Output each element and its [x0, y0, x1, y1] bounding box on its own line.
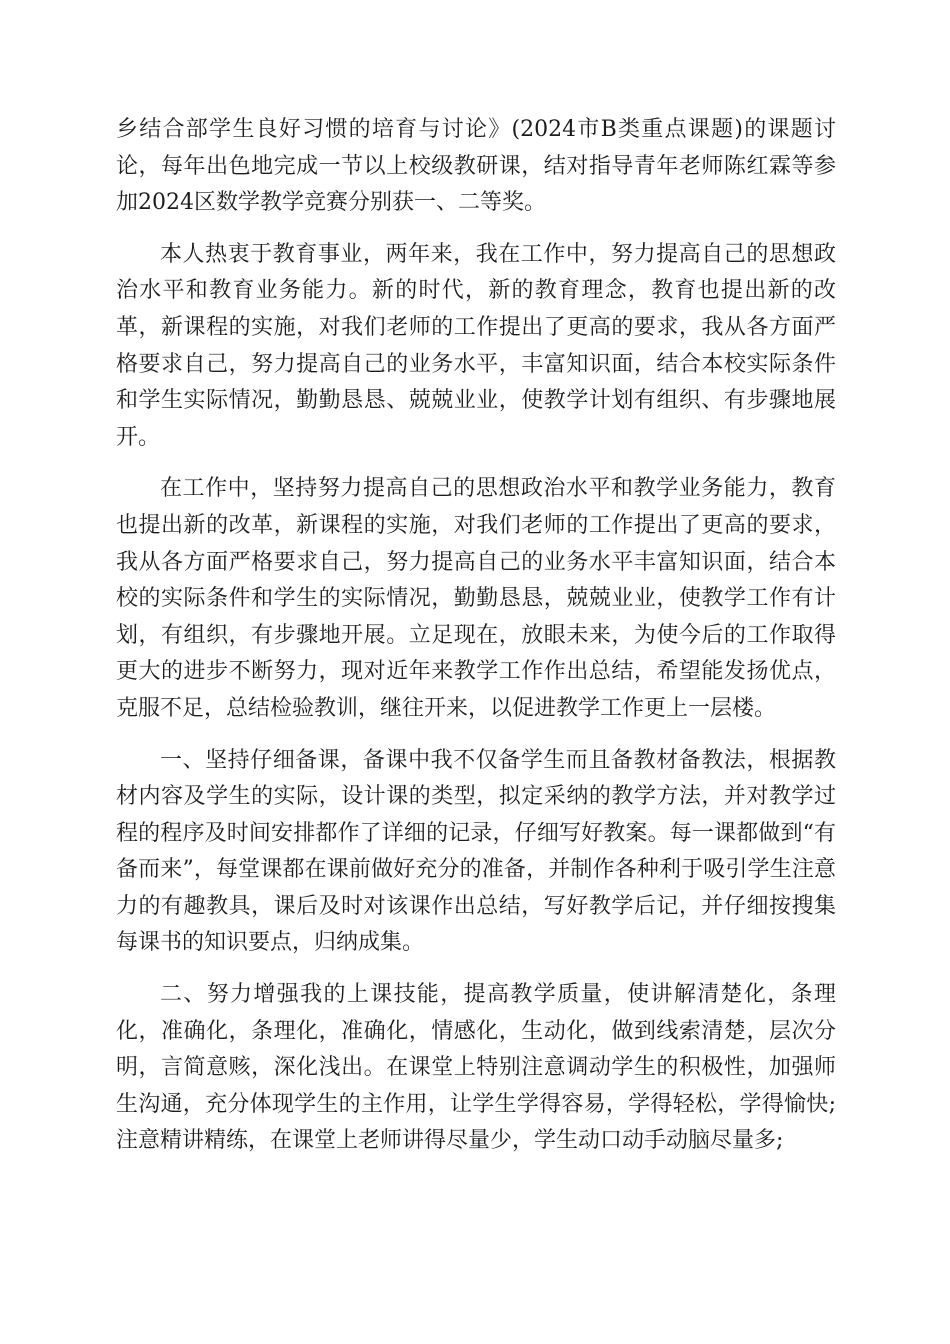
paragraph-work: 在工作中，坚持努力提高自己的思想政治水平和教学业务能力，教育也提出新的改革，新课程的实施，对我们老师的工作提出了更高的要求，我从各方面严格要求自己，努力提高自己的业务水平丰富知识面，结合本校的实际条件和学生的实际情况，勤勤恳恳，兢兢业业，使教学工作有计划，有组织，有步骤地开展。立足现在，放眼未来，为使今后的工作取得更大的进步不断努力，现对近年来教学工作作出总结，希望能发扬优点，克服不足，总结检验教训，继往开来，以促进教学工作更上一层楼。 [116, 476, 836, 721]
paragraph-continuation: 乡结合部学生良好习惯的培育与讨论》(2024市B类重点课题)的课题讨论，每年出色地完成一节以上校级教研课，结对指导青年老师陈红霖等参加2024区数学教学竞赛分别获一、二等奖。 [116, 117, 836, 216]
paragraph-intro: 本人热衷于教育事业，两年来，我在工作中，努力提高自己的思想政治水平和教育业务能力。新的时代，新的教育理念，教育也提出新的改革，新课程的实施，对我们老师的工作提出了更高的要求，我从各方面严格要求自己，努力提高自己的业务水平，丰富知识面，结合本校实际条件和学生实际情况，勤勤恳恳、兢兢业业，使教学计划有组织、有步骤地展开。 [116, 241, 836, 450]
paragraph-lesson-prep: 一、坚持仔细备课，备课中我不仅备学生而且备教材备教法，根据教材内容及学生的实际，设计课的类型，拟定采纳的教学方法，并对教学过程的程序及时间安排都作了详细的记录，仔细写好教案。每一课都做到“有备而来”，每堂课都在课前做好充分的准备，并制作各种利于吸引学生注意力的有趣教具，课后及时对该课作出总结，写好教学后记，并仔细按搜集每课书的知识要点，归纳成集。 [116, 747, 836, 956]
document-body [116, 112, 836, 1175]
paragraph-teaching-skills: 二、努力增强我的上课技能，提高教学质量，使讲解清楚化，条理化，准确化，条理化，准确化，情感化，生动化，做到线索清楚，层次分明，言简意赅，深化浅出。在课堂上特别注意调动学生的积极性，加强师生沟通，充分体现学生的主作用，让学生学得容易，学得轻松，学得愉快;注意精讲精练，在课堂上老师讲得尽量少，学生动口动手动脑尽量多; [116, 982, 836, 1154]
